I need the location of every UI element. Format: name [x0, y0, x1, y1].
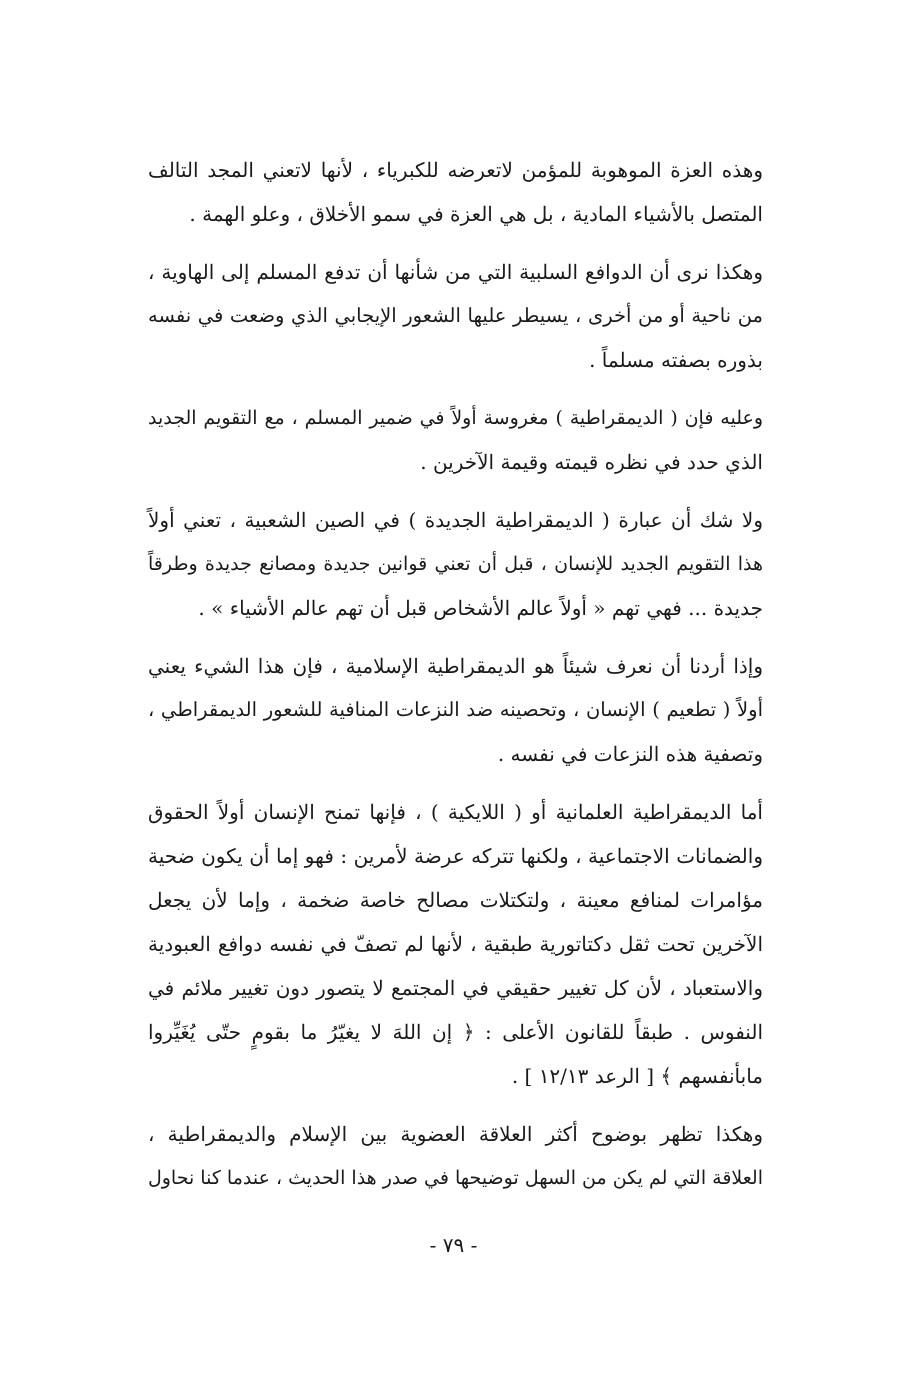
- text-line: أولاً ( تطعيم ) الإنسان ، وتحصينه ضد النزعات المنافية للشعور الديمقراطي ،: [148, 698, 763, 721]
- text-line: مابأنفسهم ﴾ [ الرعد ١٢/١٣ ] .: [511, 1064, 763, 1088]
- text-line: هذا التقويم الجديد للإنسان ، قبل أن تعني قوانين جديدة ومصانع جديدة وطرقاً: [148, 553, 763, 575]
- paragraph-6: [148, 790, 763, 1098]
- text-line: الذي حدد في نظره قيمته وقيمة الآخرين .: [420, 450, 763, 474]
- paragraph-7: [148, 1112, 763, 1200]
- paragraph-2: [148, 250, 763, 382]
- paragraph-3: [148, 396, 763, 484]
- text-line: المتصل بالأشياء المادية ، بل هي العزة في سمو الأخلاق ، وعلو الهمة .: [189, 202, 763, 226]
- text-line: وهذه العزة الموهوبة للمؤمن لاتعرضه للكبرياء ، لأنها لاتعني المجد التالف: [148, 158, 763, 182]
- text-line: وعليه فإن ( الديمقراطية ) مغروسة أولاً في ضمير المسلم ، مع التقويم الجديد: [148, 407, 763, 429]
- page-body: [148, 148, 763, 1214]
- text-line: وتصفية هذه النزعات في نفسه .: [497, 742, 763, 766]
- text-line: الآخرين تحت ثقل دكتاتورية طبقية ، لأنها لم تصفّ في نفسه دوافع العبودية: [148, 932, 763, 956]
- text-line: أما الديمقراطية العلمانية أو ( اللايكية ) ، فإنها تمنح الإنسان أولاً الحقوق: [148, 800, 763, 824]
- paragraph-5: [148, 644, 763, 776]
- text-line: وهكذا تظهر بوضوح أكثر العلاقة العضوية بين الإسلام والديمقراطية ،: [148, 1122, 763, 1146]
- text-line: والضمانات الاجتماعية ، ولكنها تتركه عرضة لأمرين : فهو إما أن يكون ضحية: [148, 844, 763, 868]
- text-line: ولا شك أن عبارة ( الديمقراطية الجديدة ) في الصين الشعبية ، تعني أولاً: [148, 508, 763, 532]
- text-line: وإذا أردنا أن نعرف شيئاً هو الديمقراطية الإسلامية ، فإن هذا الشيء يعني: [148, 654, 763, 678]
- text-line: النفوس . طبقاً للقانون الأعلى : ﴿ إن اللهَ لا يغيّرُ ما بقومٍ حتّى يُغَيِّروا: [148, 1020, 763, 1044]
- text-line: والاستعباد ، لأن كل تغيير حقيقي في المجتمع لا يتصور دون تغيير ملائم في: [148, 976, 763, 1000]
- text-line: من ناحية أو من أخرى ، يسيطر عليها الشعور الإيجابي الذي وضعت في نفسه: [148, 304, 763, 327]
- page-number: - ٧٩ -: [429, 1233, 478, 1257]
- text-line: بذوره بصفته مسلماً .: [589, 348, 763, 372]
- text-line: العلاقة التي لم يكن من السهل توضيحها في صدر هذا الحديث ، عندما كنا نحاول: [147, 1167, 763, 1189]
- text-line: وهكذا نرى أن الدوافع السلبية التي من شأنها أن تدفع المسلم إلى الهاوية ،: [148, 260, 763, 284]
- paragraph-1: [148, 148, 763, 236]
- text-line: جديدة ... فهي تهم « أولاً عالم الأشخاص قبل أن تهم عالم الأشياء » .: [198, 596, 763, 620]
- text-line: مؤامرات لمنافع معينة ، ولتكتلات مصالح خاصة ضخمة ، وإما لأن يجعل: [148, 888, 763, 912]
- paragraph-4: [148, 498, 763, 630]
